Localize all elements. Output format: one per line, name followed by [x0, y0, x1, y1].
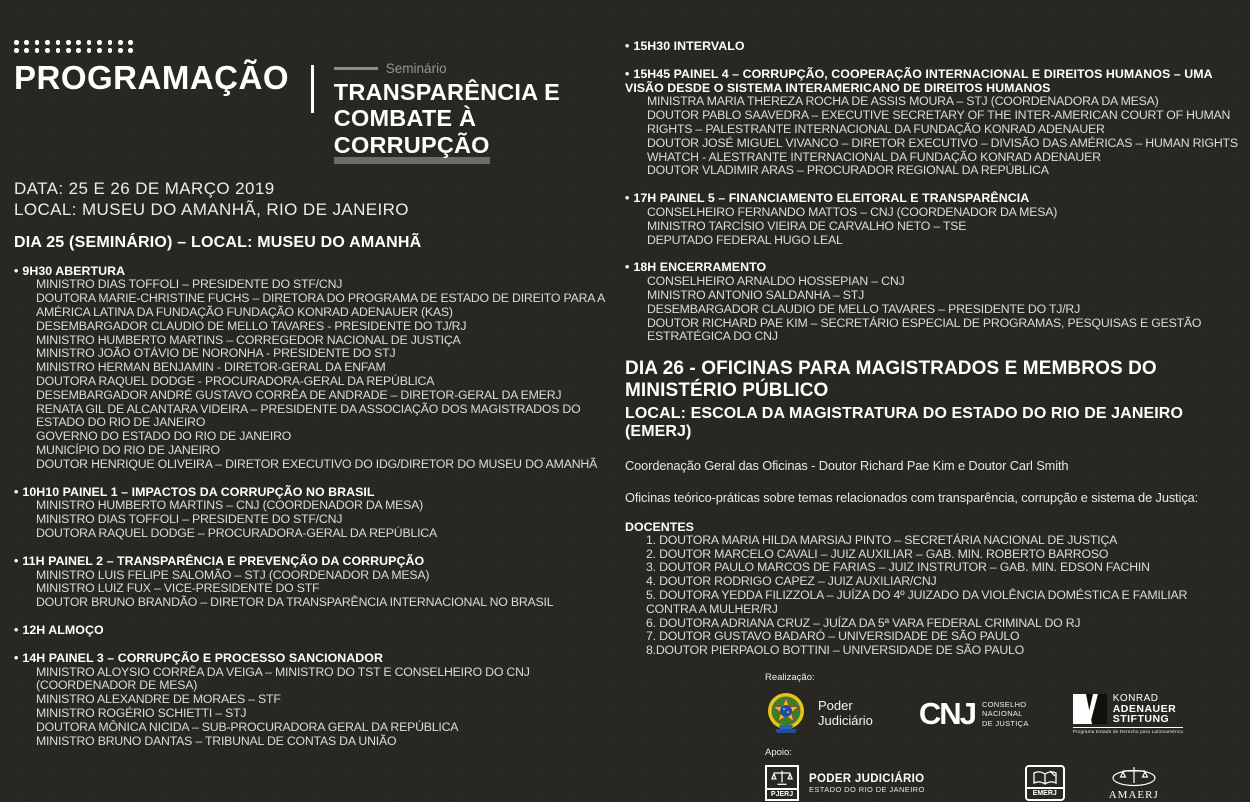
participant-line: MINISTRO ALOYSIO CORRÊA DA VEIGA – MINISTRO DO TST E CONSELHEIRO DO CNJ (COORDENADOR DE MESA) — [36, 664, 530, 693]
seminar-title-line2-prefix: COMBATE À — [333, 105, 477, 132]
participant-line: MINISTRO HUMBERTO MARTINS – CORREGEDOR NACIONAL DE JUSTIÇA — [36, 332, 461, 347]
participant-line: MINISTRO LUIS FELIPE SALOMÃO – STJ (COORDENADOR DA MESA) — [36, 567, 430, 582]
section-title — [625, 192, 1240, 206]
seminar-title-underlined-word: CORRUPÇÃO — [334, 134, 490, 165]
schedule-section — [14, 486, 618, 541]
section-items — [14, 569, 618, 610]
participant-line: DESEMBARGADOR ANDRÉ GUSTAVO CORRÊA DE ANDRADE – DIRETOR-GERAL DA EMERJ — [36, 387, 562, 402]
participant-line: CONSELHEIRO FERNANDO MATTOS – CNJ (COORDENADOR DA MESA) — [647, 204, 1058, 219]
participant-line: MINISTRO TARCÍSIO VIEIRA DE CARVALHO NETO – TSE — [647, 218, 967, 233]
brazil-coat-of-arms-icon — [765, 691, 807, 737]
cnj-name: CONSELHO NACIONAL DE JUSTIÇA — [981, 699, 1029, 728]
section-title-text: 17H PAINEL 5 – FINANCIAMENTO ELEITORAL E TRANSPARÊNCIA — [633, 191, 1030, 206]
participant-line: DOUTOR PABLO SAAVEDRA – EXECUTIVE SECRETARY OF THE INTER-AMERICAN COURT OF HUMAN RIGHTS – PALESTRANTE INTERNACIONAL DA FUNDAÇÃO KONRAD ADENAUER — [647, 108, 1231, 136]
participant-line: RENATA GIL DE ALCANTARA VIDEIRA – PRESIDENTE DA ASSOCIAÇÃO DOS MAGISTRADOS DO ESTADO DO RIO DE JANEIRO — [36, 401, 581, 430]
docente-line: 7. DOUTOR GUSTAVO BADARÓ – UNIVERSIDADE DE SÃO PAULO — [646, 629, 1020, 644]
bullet-icon: • — [14, 484, 19, 499]
bullet-icon: • — [14, 263, 19, 278]
bullet-icon: • — [625, 191, 630, 206]
day25-left-sections — [14, 265, 618, 749]
section-title — [625, 40, 1240, 54]
poder-judiciario-label: Poder Judiciário — [818, 698, 873, 728]
bullet-icon: • — [625, 39, 630, 53]
emerj-acronym: EMERJ — [1027, 787, 1063, 799]
participant-line: MINISTRO HUMBERTO MARTINS – CNJ (COORDENADOR DA MESA) — [36, 498, 424, 513]
bullet-icon: • — [14, 650, 19, 665]
docentes-list — [625, 534, 1240, 658]
schedule-section — [625, 40, 1240, 54]
participant-line: MINISTRO JOÃO OTÁVIO DE NORONHA - PRESIDENTE DO STJ — [36, 346, 396, 361]
cnj-acronym: CNJ — [918, 696, 975, 731]
section-title-text: 15H45 PAINEL 4 – CORRUPÇÃO, COOPERAÇÃO INTERNACIONAL E DIREITOS HUMANOS – UMA VISÃO DESDE O SISTEMA INTERAMERICANO DE DIREITOS HUMANOS — [625, 66, 1213, 95]
day25-right-sections — [625, 40, 1240, 344]
docentes-heading: DOCENTES — [625, 519, 694, 534]
section-items — [14, 666, 618, 749]
day26-coordination: Coordenação Geral das Oficinas - Doutor Richard Pae Kim e Doutor Carl Smith — [625, 457, 1069, 473]
participant-line: GOVERNO DO ESTADO DO RIO DE JANEIRO — [36, 429, 292, 444]
participant-line: DOUTOR HENRIQUE OLIVEIRA – DIRETOR EXECUTIVO DO IDG/DIRETOR DO MUSEU DO AMANHÃ — [36, 456, 598, 471]
bullet-icon: • — [625, 260, 630, 275]
participant-line: DOUTOR JOSÉ MIGUEL VIVANCO – DIRETOR EXECUTIVO – DIVISÃO DAS AMÉRICAS – HUMAN RIGHTS WHATCH - ALESTRANTE INTERNACIONAL DA FUNDAÇÃO KONRAD ADENAUER — [647, 135, 1238, 164]
schedule-section — [14, 555, 618, 610]
apoio-label: Apoio: — [765, 747, 792, 758]
participant-line: DOUTOR RICHARD PAE KIM – SECRETÁRIO ESPECIAL DE PROGRAMAS, PESQUISAS E GESTÃO ESTRATÉGICA DO CNJ — [647, 315, 1202, 344]
docente-line: 6. DOUTORA ADRIANA CRUZ – JUÍZA DA 5ª VARA FEDERAL CRIMINAL DO RJ — [646, 615, 1081, 630]
docente-line: 1. DOUTORA MARIA HILDA MARSIAJ PINTO – SECRETÁRIA NACIONAL DE JUSTIÇA — [646, 532, 1118, 547]
event-meta — [14, 179, 618, 220]
participant-line: CONSELHEIRO ARNALDO HOSSEPIAN – CNJ — [647, 274, 905, 289]
participant-line: DOUTORA RAQUEL DODGE - PROCURADORA-GERAL DA REPÚBLICA — [36, 373, 435, 388]
pjerj-acronym: PJERJ — [767, 788, 797, 799]
section-title — [14, 624, 618, 638]
dots-decoration-icon — [14, 40, 140, 56]
docente-line: 2. DOUTOR MARCELO CAVALI – JUIZ AUXILIAR – GAB. MIN. ROBERTO BARROSO — [646, 546, 1109, 561]
section-title — [625, 261, 1240, 275]
participant-line: DOUTORA MÔNICA NICIDA – SUB-PROCURADORA GERAL DA REPÚBLICA — [36, 719, 459, 734]
participant-line: MINISTRA MARIA THEREZA ROCHA DE ASSIS MOURA – STJ (COORDENADORA DA MESA) — [647, 94, 1159, 109]
section-title-text: 11H PAINEL 2 – TRANSPARÊNCIA E PREVENÇÃO DA CORRUPÇÃO — [22, 553, 425, 568]
pjerj-logo — [765, 765, 799, 801]
section-items — [14, 278, 618, 471]
dash-line-icon — [334, 67, 378, 70]
apoio-logos — [765, 764, 1240, 802]
day25-heading: DIA 25 (SEMINÁRIO) – LOCAL: MUSEU DO AMANHÃ — [14, 233, 422, 251]
section-items — [14, 499, 618, 540]
section-items — [625, 275, 1240, 344]
realizacao-logos — [765, 689, 1240, 739]
right-column — [625, 40, 1240, 802]
emerj-logo — [1025, 765, 1065, 801]
bullet-icon: • — [625, 66, 630, 81]
docente-line: 3. DOUTOR PAULO MARCOS DE FARIAS – JUIZ INSTRUTOR – GAB. MIN. EDSON FACHIN — [646, 560, 1150, 575]
scales-icon — [771, 769, 793, 787]
participant-line: DOUTOR VLADIMIR ARAS – PROCURADOR REGIONAL DA REPÚBLICA — [647, 163, 1049, 178]
section-items — [625, 206, 1240, 247]
open-book-icon — [1032, 770, 1058, 786]
amaerj-logo — [1109, 765, 1159, 801]
section-title-text: 15H30 INTERVALO — [633, 39, 745, 53]
kas-name: KONRAD ADENAUER STIFTUNG — [1112, 692, 1177, 726]
page-title: PROGRAMAÇÃO — [14, 59, 289, 96]
amaerj-name: AMAERJ — [1108, 789, 1159, 801]
schedule-section — [14, 265, 618, 472]
section-title-text: 9H30 ABERTURA — [22, 263, 126, 278]
section-title-text: 12H ALMOÇO — [22, 622, 104, 637]
section-items — [625, 95, 1240, 178]
participant-line: MINISTRO HERMAN BENJAMIN - DIRETOR-GERAL DA ENFAM — [36, 360, 386, 375]
left-column — [14, 40, 618, 762]
sponsors-footer — [625, 672, 1240, 802]
day26-subheading: LOCAL: ESCOLA DA MAGISTRATURA DO ESTADO DO RIO DE JANEIRO (EMERJ) — [625, 404, 1183, 440]
participant-line: DESEMBARGADOR CLAUDIO DE MELLO TAVARES - PRESIDENTE DO TJ/RJ — [36, 318, 467, 333]
participant-line: MINISTRO ANTONIO SALDANHA – STJ — [647, 287, 865, 302]
kas-tagline: Programa Estado de Derecho para Latinoamérica — [1073, 727, 1183, 735]
section-title-text: 10H10 PAINEL 1 – IMPACTOS DA CORRUPÇÃO NO BRASIL — [22, 484, 375, 499]
pjerj-name: PODER JUDICIÁRIO ESTADO DO RIO DE JANEIRO — [809, 772, 925, 794]
docente-line: 4. DOUTOR RODRIGO CAPEZ – JUIZ AUXILIAR/CNJ — [646, 574, 937, 589]
cnj-logo — [919, 696, 1029, 732]
amaerj-scales-icon — [1111, 765, 1157, 787]
day26-description: Oficinas teórico-práticas sobre temas relacionados com transparência, corrupção e sistema de Justiça: — [625, 489, 1199, 505]
participant-line: MINISTRO DIAS TOFFOLI – PRESIDENTE DO STF/CNJ — [36, 512, 343, 527]
participant-line: MINISTRO ALEXANDRE DE MORAES – STF — [36, 692, 281, 707]
bullet-icon: • — [14, 553, 19, 568]
participant-line: DOUTOR BRUNO BRANDÃO – DIRETOR DA TRANSPARÊNCIA INTERNACIONAL NO BRASIL — [36, 595, 554, 610]
seminar-title-line1: TRANSPARÊNCIA E — [333, 79, 561, 105]
schedule-section — [14, 624, 618, 638]
seminar-label-text: Seminário — [385, 61, 447, 76]
participant-line: MINISTRO BRUNO DANTAS – TRIBUNAL DE CONTAS DA UNIÃO — [36, 733, 397, 748]
docente-line: 5. DOUTORA YEDDA FILIZZOLA – JUÍZA DO 4º JUIZADO DA VIOLÊNCIA DOMÉSTICA E FAMILIAR CONTRA A MULHER/RJ — [646, 588, 1188, 616]
schedule-section — [14, 652, 618, 749]
schedule-section — [625, 261, 1240, 344]
header — [14, 61, 618, 164]
divider-bar — [311, 65, 314, 113]
participant-line: MUNICÍPIO DO RIO DE JANEIRO — [36, 442, 220, 457]
participant-line: DEPUTADO FEDERAL HUGO LEAL — [647, 232, 843, 247]
section-title — [14, 486, 618, 500]
seminar-label — [334, 61, 618, 76]
kas-flag-icon — [1073, 694, 1107, 724]
bullet-icon: • — [14, 622, 19, 637]
section-title — [625, 68, 1240, 96]
participant-line: MINISTRO ROGÉRIO SCHIETTI – STJ — [36, 705, 247, 720]
schedule-section — [625, 68, 1240, 178]
section-title — [14, 555, 618, 569]
day26-heading: DIA 26 - OFICINAS PARA MAGISTRADOS E MEMBROS DO MINISTÉRIO PÚBLICO — [625, 358, 1157, 401]
event-date: DATA: 25 E 26 DE MARÇO 2019 — [14, 179, 275, 199]
section-title-text: 18H ENCERRAMENTO — [633, 260, 767, 275]
kas-logo — [1073, 694, 1183, 735]
seminar-title-block — [334, 61, 618, 164]
event-location: LOCAL: MUSEU DO AMANHÃ, RIO DE JANEIRO — [14, 199, 409, 219]
seminar-title — [334, 79, 618, 164]
participant-line: MINISTRO LUIZ FUX – VICE-PRESIDENTE DO STF — [36, 581, 320, 596]
section-title-text: 14H PAINEL 3 – CORRUPÇÃO E PROCESSO SANCIONADOR — [22, 650, 383, 665]
realizacao-label: Realização: — [765, 672, 815, 683]
participant-line: MINISTRO DIAS TOFFOLI – PRESIDENTE DO STF/CNJ — [36, 277, 343, 292]
docente-line: 8.DOUTOR PIERPAOLO BOTTINI – UNIVERSIDADE DE SÃO PAULO — [646, 643, 1025, 658]
participant-line: DESEMBARGADOR CLAUDIO DE MELLO TAVARES – PRESIDENTE DO TJ/RJ — [647, 301, 1081, 316]
section-title — [14, 652, 618, 666]
participant-line: DOUTORA MARIE-CHRISTINE FUCHS – DIRETORA DO PROGRAMA DE ESTADO DE DIREITO PARA A AMÉRICA LATINA DA FUNDAÇÃO FUNDAÇÃO KONRAD ADENAUER (KAS) — [36, 291, 605, 319]
schedule-section — [625, 192, 1240, 247]
participant-line: DOUTORA RAQUEL DODGE – PROCURADORA-GERAL DA REPÚBLICA — [36, 525, 437, 540]
section-title — [14, 265, 618, 279]
